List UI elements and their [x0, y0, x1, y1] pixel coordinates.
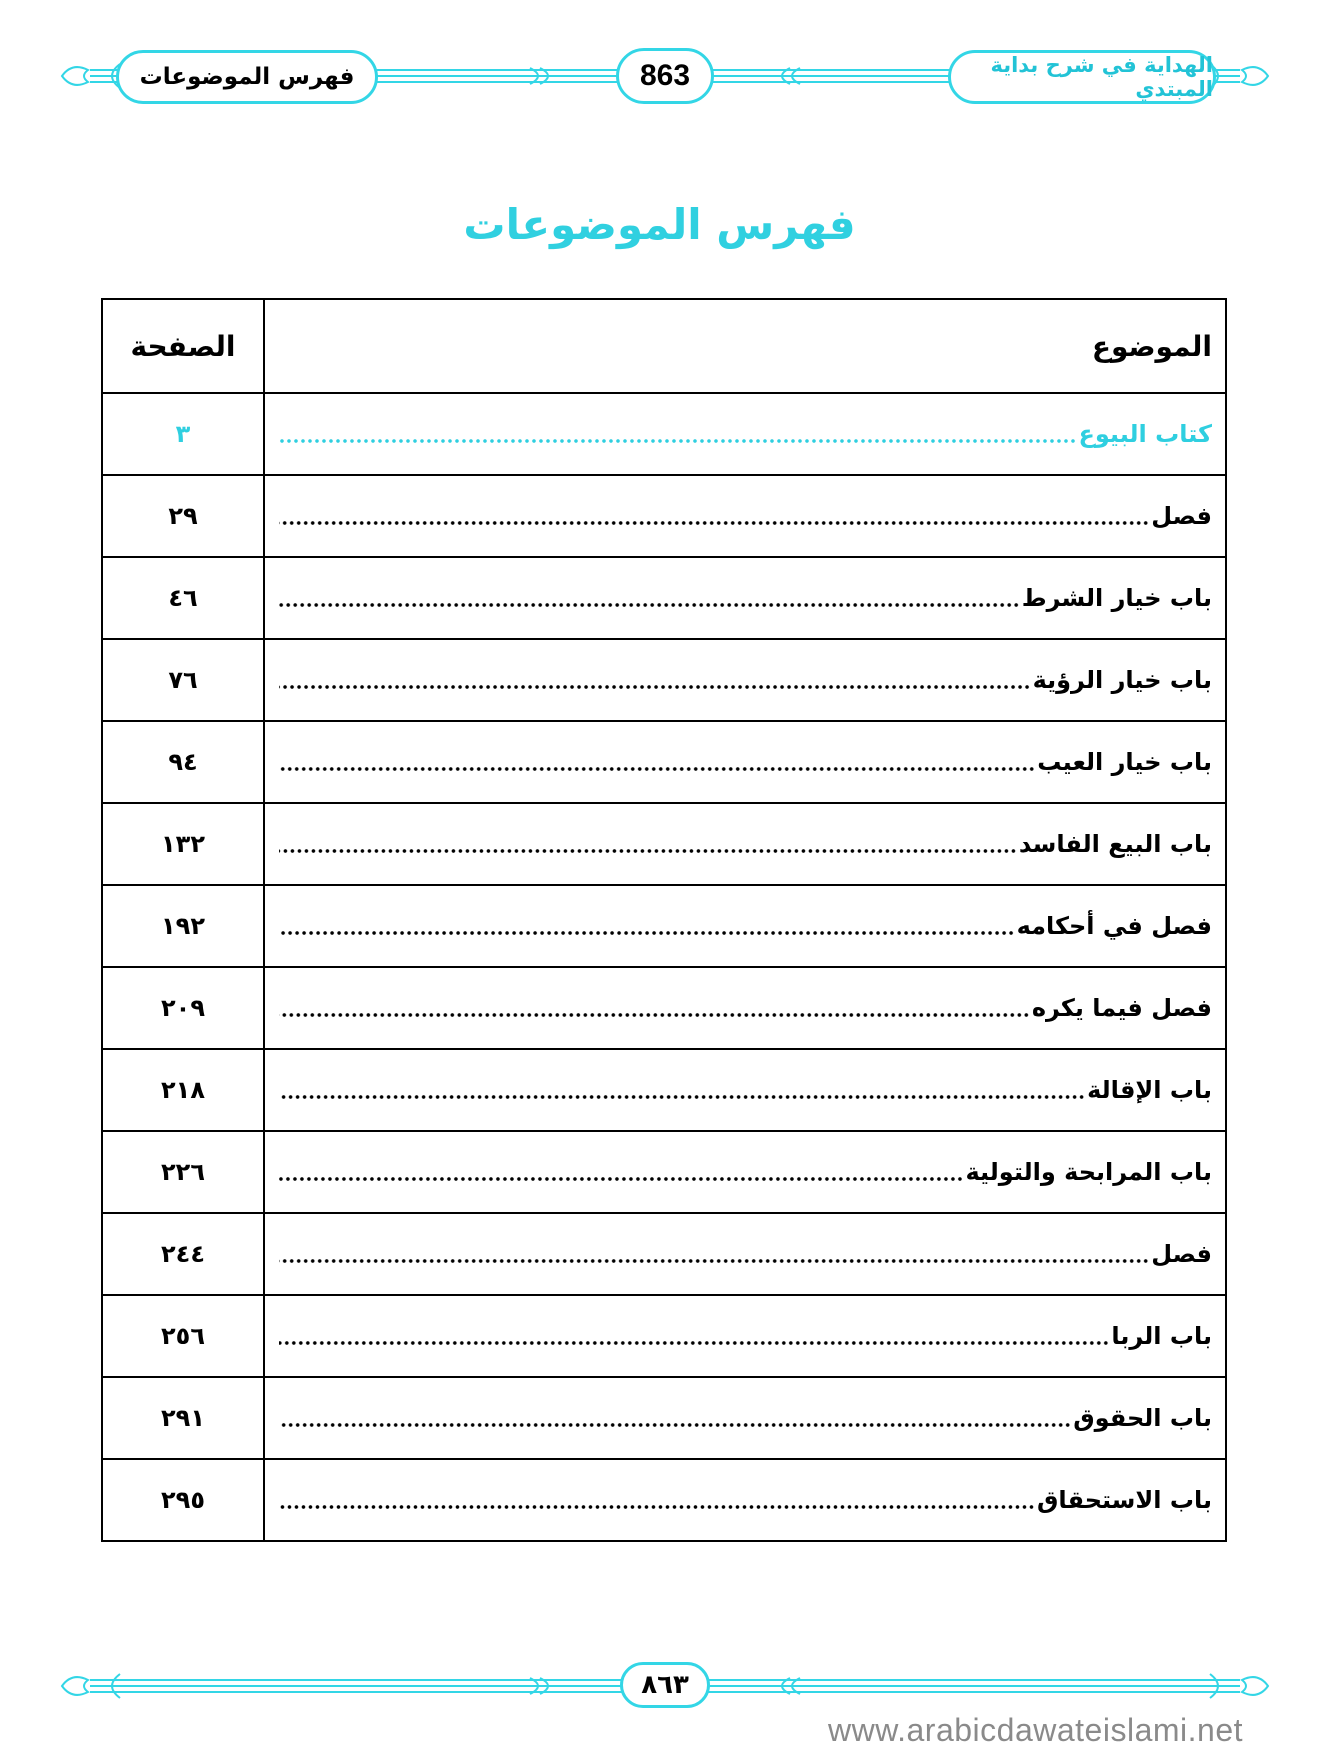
- topic-text: كتاب البيوع: [1078, 420, 1212, 448]
- dot-leader: [279, 1012, 1030, 1018]
- topic-cell: [263, 804, 1225, 884]
- topic-cell: [263, 968, 1225, 1048]
- page-number: 863: [639, 59, 691, 92]
- topic-text: فصل: [1151, 502, 1212, 530]
- dot-leader: [279, 520, 1149, 526]
- section-title: فهرس الموضوعات: [139, 64, 355, 90]
- table-row: [103, 638, 1225, 720]
- table-row: [103, 802, 1225, 884]
- table-row: [103, 392, 1225, 474]
- table-row: [103, 884, 1225, 966]
- table-row: [103, 1376, 1225, 1458]
- table-row: [103, 966, 1225, 1048]
- dot-leader: [279, 766, 1035, 772]
- dot-leader: [279, 1422, 1071, 1428]
- page-cell: ٤٦: [168, 584, 198, 612]
- header-page: [103, 300, 263, 392]
- topic-text: باب المرابحة والتولية: [965, 1158, 1212, 1186]
- page-cell: ٩٤: [168, 748, 198, 776]
- page-cell: ١٩٢: [161, 912, 205, 940]
- header-topic: [263, 300, 1225, 392]
- topic-cell: [263, 722, 1225, 802]
- topic-cell: [263, 1296, 1225, 1376]
- footer-band: [60, 1656, 1270, 1716]
- book-title: الهداية في شرح بداية المبتدي: [990, 53, 1213, 101]
- topic-cell: [263, 476, 1225, 556]
- topic-cell: [263, 1460, 1225, 1540]
- dot-leader: [279, 1258, 1149, 1264]
- page-cell: ٢٩٥: [161, 1486, 205, 1514]
- table-row: [103, 1048, 1225, 1130]
- topic-text: باب الاستحقاق: [1036, 1486, 1212, 1514]
- table-row: [103, 474, 1225, 556]
- dot-leader: [279, 930, 1015, 936]
- topic-cell: [263, 394, 1225, 474]
- page-cell: ٢٩: [168, 502, 198, 530]
- footer-page-number: ٨٦٣: [641, 1670, 689, 1700]
- page-cell: ٢٩١: [161, 1404, 205, 1432]
- page-cell: ٢٢٦: [161, 1158, 205, 1186]
- table-header-row: [103, 300, 1225, 392]
- topic-text: فصل في أحكامه: [1016, 912, 1212, 940]
- topic-text: باب خيار الشرط: [1021, 584, 1212, 612]
- page-title: فهرس الموضوعات: [463, 200, 856, 249]
- website-url: www.arabicdawateislami.net: [828, 1712, 1243, 1748]
- topic-cell: [263, 886, 1225, 966]
- topic-cell: [263, 1050, 1225, 1130]
- section-title-badge: [116, 50, 378, 104]
- footer-page-badge: [620, 1662, 710, 1708]
- page-cell: ٢١٨: [161, 1076, 205, 1104]
- dot-leader: [279, 684, 1031, 690]
- page-cell: ٢٤٤: [161, 1240, 205, 1268]
- dot-leader: [279, 1340, 1109, 1346]
- topic-text: باب خيار الرؤية: [1032, 666, 1212, 694]
- dot-leader: [279, 1094, 1085, 1100]
- table-row: [103, 720, 1225, 802]
- topic-text: باب الربا: [1111, 1322, 1212, 1350]
- topic-text: باب خيار العيب: [1037, 748, 1212, 776]
- header-topic-label: الموضوع: [1091, 329, 1212, 363]
- topic-cell: [263, 640, 1225, 720]
- book-title-badge: [948, 50, 1216, 104]
- dot-leader: [279, 848, 1017, 854]
- topic-text: فصل: [1151, 1240, 1212, 1268]
- topic-cell: [263, 1378, 1225, 1458]
- page-number-badge: [616, 48, 714, 104]
- table-row: [103, 1130, 1225, 1212]
- topic-text: باب البيع الفاسد: [1018, 830, 1212, 858]
- header-band: [60, 46, 1270, 106]
- table-row: [103, 556, 1225, 638]
- dot-leader: [279, 602, 1020, 608]
- toc-table: [101, 298, 1227, 1542]
- table-row: [103, 1294, 1225, 1376]
- dot-leader: [279, 1176, 963, 1182]
- page-cell: ٢٥٦: [161, 1322, 205, 1350]
- table-row: [103, 1212, 1225, 1294]
- page-cell: ٢٠٩: [161, 994, 205, 1022]
- topic-cell: [263, 1214, 1225, 1294]
- dot-leader: [279, 438, 1076, 444]
- page-cell: ٣: [175, 420, 191, 448]
- header-page-label: الصفحة: [130, 329, 236, 363]
- page-cell: ٧٦: [168, 666, 198, 694]
- topic-cell: [263, 1132, 1225, 1212]
- topic-text: فصل فيما يكره: [1031, 994, 1212, 1022]
- page-cell: ١٣٢: [161, 830, 205, 858]
- dot-leader: [279, 1504, 1035, 1510]
- table-row: [103, 1458, 1225, 1540]
- topic-text: باب الإقالة: [1087, 1076, 1212, 1104]
- topic-cell: [263, 558, 1225, 638]
- topic-text: باب الحقوق: [1073, 1404, 1212, 1432]
